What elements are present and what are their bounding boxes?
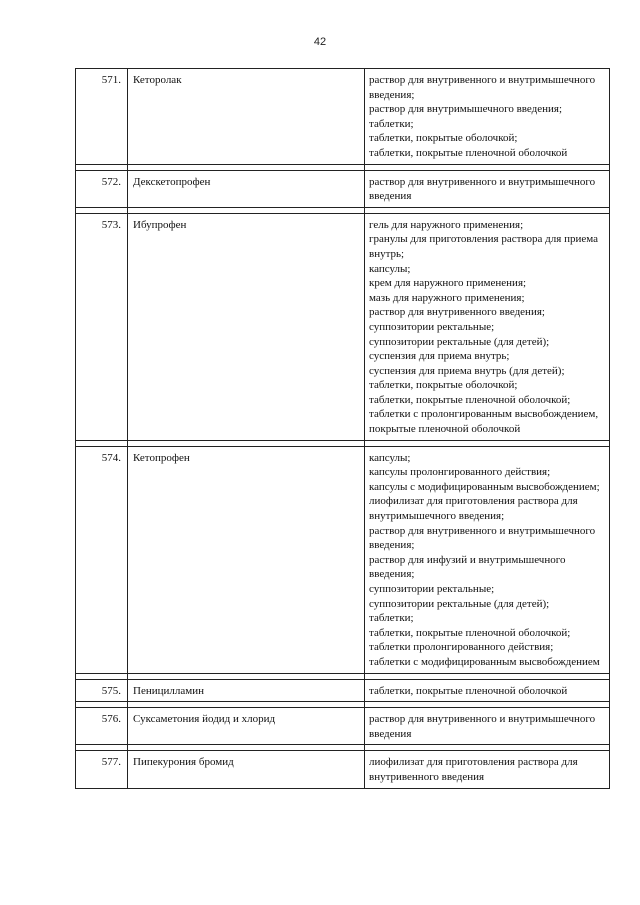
- dosage-form-item: раствор для внутривенного и внутримышечного введения: [369, 175, 596, 203]
- dosage-forms: [365, 170, 610, 207]
- table-row: [76, 170, 610, 207]
- dosage-form-item: таблетки с модифицированным высвобождением: [369, 655, 600, 668]
- dosage-form-item: капсулы;: [369, 451, 411, 464]
- table-row: [76, 751, 610, 788]
- drug-name: Пеницилламин: [128, 679, 365, 702]
- drug-name: Ибупрофен: [128, 213, 365, 440]
- dosage-form-item: таблетки пролонгированного действия;: [369, 641, 554, 654]
- row-number: 573.: [76, 213, 128, 440]
- dosage-form-item: раствор для внутривенного и внутримышечного введения;: [369, 74, 596, 101]
- dosage-form-item: таблетки;: [369, 117, 414, 130]
- dosage-form-item: таблетки с пролонгированным высвобождением, покрытые пленочной оболочкой: [369, 408, 599, 436]
- dosage-forms: [365, 446, 610, 673]
- dosage-form-item: таблетки, покрытые пленочной оболочкой;: [369, 393, 571, 406]
- drug-table-body: [76, 69, 610, 789]
- dosage-form-item: крем для наружного применения;: [369, 277, 527, 290]
- dosage-forms: [365, 751, 610, 788]
- page-number: 42: [313, 36, 327, 48]
- dosage-form-item: суппозитории ректальные;: [369, 583, 495, 595]
- dosage-forms: [365, 708, 610, 745]
- dosage-form-item: суппозитории ректальные (для детей);: [369, 597, 550, 610]
- dosage-form-item: таблетки, покрытые пленочной оболочкой: [369, 684, 568, 697]
- dosage-form-item: раствор для внутривенного и внутримышечного введения: [369, 713, 596, 740]
- dosage-form-item: мазь для наружного применения;: [369, 291, 525, 304]
- dosage-form-item: таблетки, покрытые пленочной оболочкой: [369, 146, 568, 159]
- row-number: 574.: [76, 446, 128, 673]
- row-number: 575.: [76, 679, 128, 702]
- table-row: [76, 446, 610, 673]
- dosage-form-item: суппозитории ректальные (для детей);: [369, 335, 550, 348]
- dosage-form-item: раствор для внутривенного введения;: [369, 306, 545, 319]
- drug-name: Декскетопрофен: [128, 170, 365, 207]
- dosage-form-item: раствор для инфузий и внутримышечного введения;: [369, 553, 566, 581]
- dosage-form-item: раствор для внутривенного и внутримышечного введения;: [369, 524, 596, 552]
- dosage-form-item: капсулы;: [369, 262, 411, 275]
- table-row: [76, 708, 610, 745]
- dosage-forms: [365, 69, 610, 165]
- drug-table: [75, 68, 610, 789]
- dosage-form-item: таблетки, покрытые пленочной оболочкой;: [369, 626, 571, 639]
- dosage-forms: [365, 679, 610, 702]
- dosage-form-item: лиофилизат для приготовления раствора для внутримышечного введения;: [369, 495, 578, 523]
- dosage-forms: [365, 213, 610, 440]
- dosage-form-item: капсулы пролонгированного действия;: [369, 466, 551, 479]
- dosage-form-item: суспензия для приема внутрь;: [369, 350, 510, 363]
- drug-name: Кеторолак: [128, 69, 365, 165]
- drug-name: Кетопрофен: [128, 446, 365, 673]
- row-number: 571.: [76, 69, 128, 165]
- dosage-form-item: таблетки, покрытые оболочкой;: [369, 132, 518, 145]
- row-number: 572.: [76, 170, 128, 207]
- table-row: [76, 69, 610, 165]
- dosage-form-item: капсулы с модифицированным высвобождением;: [369, 480, 600, 493]
- row-number: 576.: [76, 708, 128, 745]
- table-row: [76, 679, 610, 702]
- dosage-form-item: раствор для внутримышечного введения;: [369, 103, 563, 116]
- drug-name: Суксаметония йодид и хлорид: [128, 708, 365, 745]
- dosage-form-item: суспензия для приема внутрь (для детей);: [369, 364, 565, 377]
- dosage-form-item: гранулы для приготовления раствора для приема внутрь;: [369, 233, 598, 260]
- table-row: [76, 213, 610, 440]
- row-number: 577.: [76, 751, 128, 788]
- dosage-form-item: суппозитории ректальные;: [369, 320, 495, 333]
- dosage-form-item: таблетки;: [369, 612, 414, 625]
- dosage-form-item: таблетки, покрытые оболочкой;: [369, 379, 518, 392]
- dosage-form-item: гель для наружного применения;: [369, 218, 524, 231]
- drug-name: Пипекурония бромид: [128, 751, 365, 788]
- dosage-form-item: лиофилизат для приготовления раствора для внутривенного введения: [369, 756, 578, 783]
